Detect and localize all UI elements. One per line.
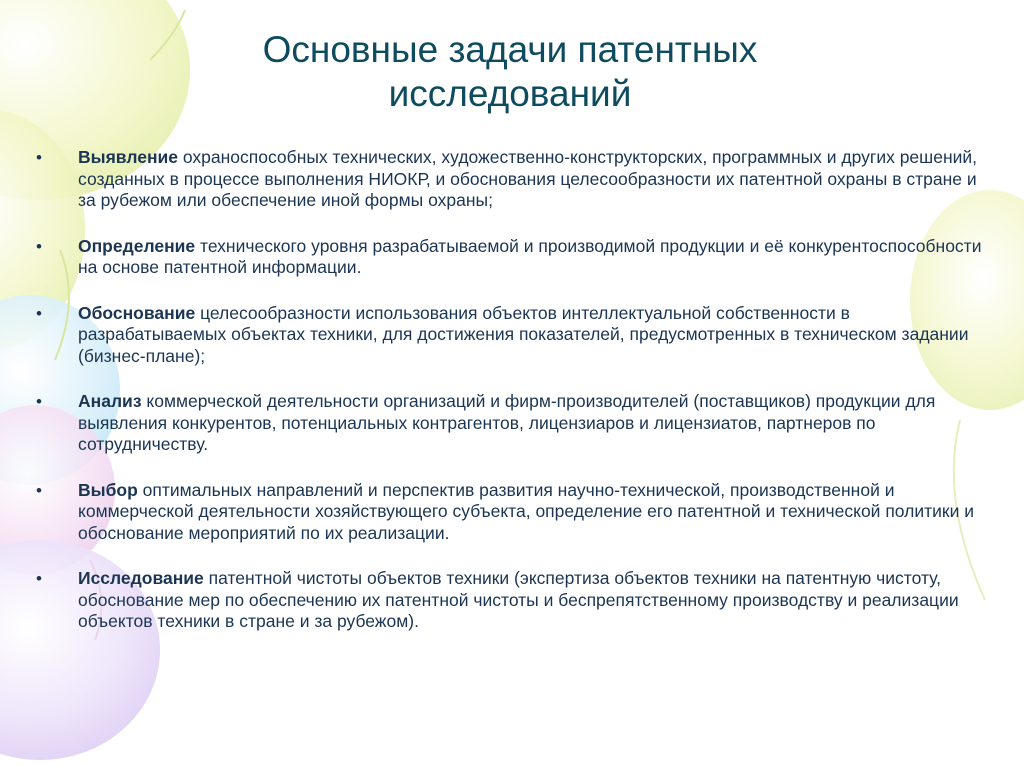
- list-item: [36, 303, 996, 368]
- bullet: •: [36, 236, 42, 256]
- item-text: технического уровня разрабатываемой и производимой продукции и её конкурентоспособности на основе патентной информации.: [78, 235, 982, 277]
- item-keyword: Анализ: [78, 391, 142, 411]
- item-text: патентной чистоты объектов техники (экспертиза объектов техники на патентную чистоту, обоснование мер по обеспечению их патентной чистоты и беспрепятственному производству и реализации объектов техники в стране и за рубежом).: [78, 568, 959, 631]
- item-keyword: Выбор: [78, 479, 138, 500]
- list-item: [36, 236, 996, 279]
- bullet: •: [36, 303, 42, 323]
- item-keyword: Определение: [78, 235, 196, 256]
- bullet: •: [36, 480, 42, 500]
- bullet: •: [36, 392, 42, 411]
- item-keyword: Исследование: [78, 568, 204, 588]
- slide-title: Основные задачи патентных исследований: [262, 29, 758, 114]
- list-item: [36, 568, 996, 633]
- list-item: [36, 480, 996, 545]
- bullet: •: [36, 569, 42, 588]
- item-text: целесообразности использования объектов интеллектуальной собственности в разрабатываемых объектах техники, для достижения показателей, предусмотренных в техническом задании (бизнес-плане);: [78, 302, 969, 366]
- item-keyword: Выявление: [78, 147, 179, 167]
- item-text: охраноспособных технических, художественно-конструкторских, программных и других решений, созданных в процессе выполнения НИОКР, и обоснования целесообразности их патентной охраны в стране и за рубежом или обеспечение иной формы охраны;: [78, 147, 978, 210]
- item-text: коммерческой деятельности организаций и фирм-производителей (поставщиков) продукции для выявления конкурентов, потенциальных контрагентов, лицензиаров и лицензиатов, партнеров по сотрудничеству.: [78, 391, 936, 454]
- list-item: [36, 147, 996, 212]
- item-text: оптимальных направлений и перспектив развития научно-технической, производственной и коммерческой деятельности хозяйствующего субъекта, определение его патентной и технической политики и обоснование мероприятий по их реализации.: [78, 479, 974, 543]
- bullet: •: [36, 148, 42, 167]
- item-keyword: Обоснование: [78, 302, 196, 323]
- list-item: [36, 391, 996, 456]
- task-list: [36, 147, 996, 657]
